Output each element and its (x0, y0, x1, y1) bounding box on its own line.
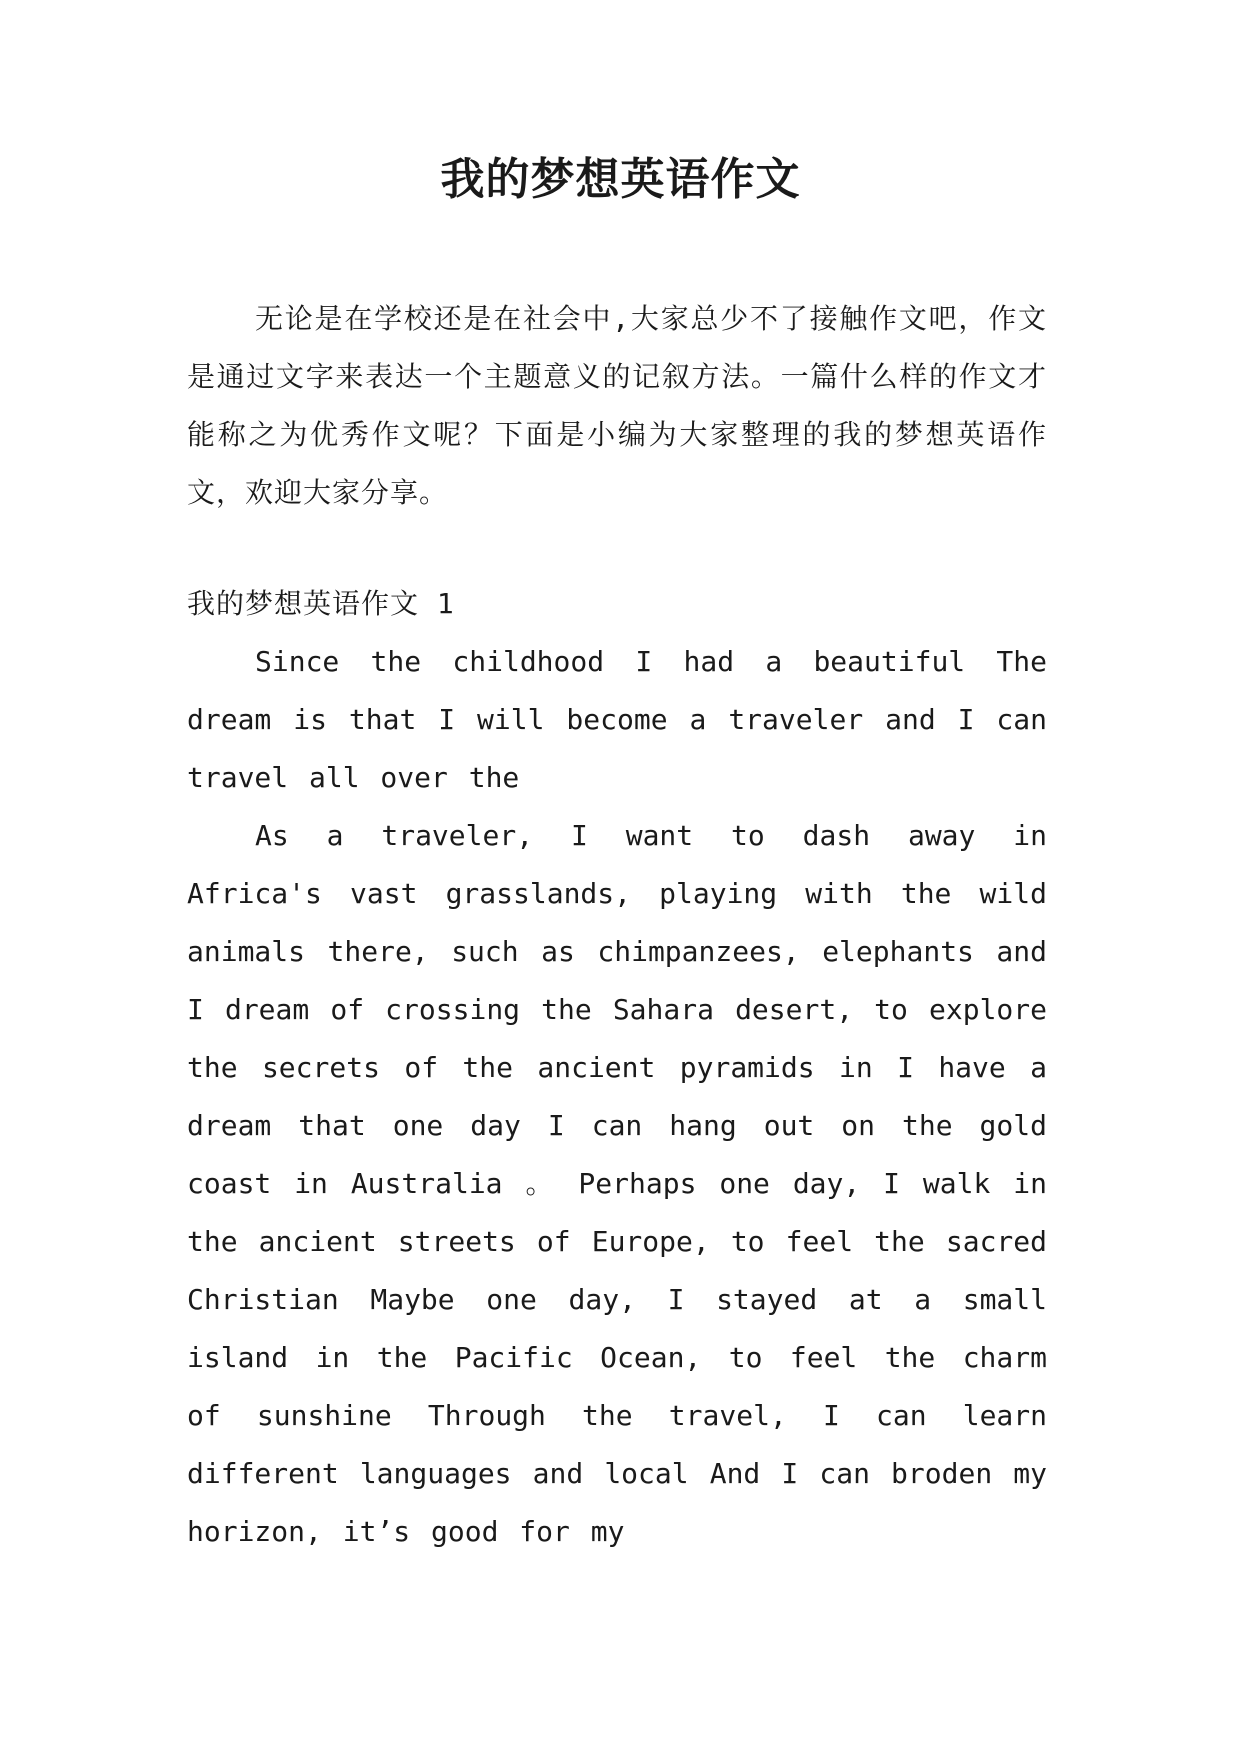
essay-section (187, 575, 1047, 1561)
document-title: 我的梦想英语作文 (440, 154, 801, 205)
essay-paragraph-1: Since the childhood I had a beautiful The dream is that I will become a traveler and I can travel all over the (187, 645, 1047, 794)
intro-paragraph: 无论是在学校还是在社会中,大家总少不了接触作文吧，作文是通过文字来表达一个主题意义的记叙方法。一篇什么样的作文才能称之为优秀作文呢？下面是小编为大家整理的我的梦想英语作文，欢迎大家分享。 (187, 302, 1047, 509)
section-heading: 我的梦想英语作文 1 (187, 587, 455, 620)
essay-paragraph-2: As a traveler, I want to dash away in Africa's vast grasslands, playing with the wild animals there, such as chimpanzees, elephants and I dream of crossing the Sahara desert, to explore the secrets of the ancient pyramids in I have a dream that one day I can hang out on the gold coast in Australia 。 Perhaps one day, I walk in the ancient streets of Europe, to feel the sacred Christian Maybe one day, I stayed at a small island in the Pacific Ocean, to feel the charm of sunshine Through the travel, I can learn different languages and local And I can broden my horizon, it’s good for my (187, 819, 1047, 1548)
